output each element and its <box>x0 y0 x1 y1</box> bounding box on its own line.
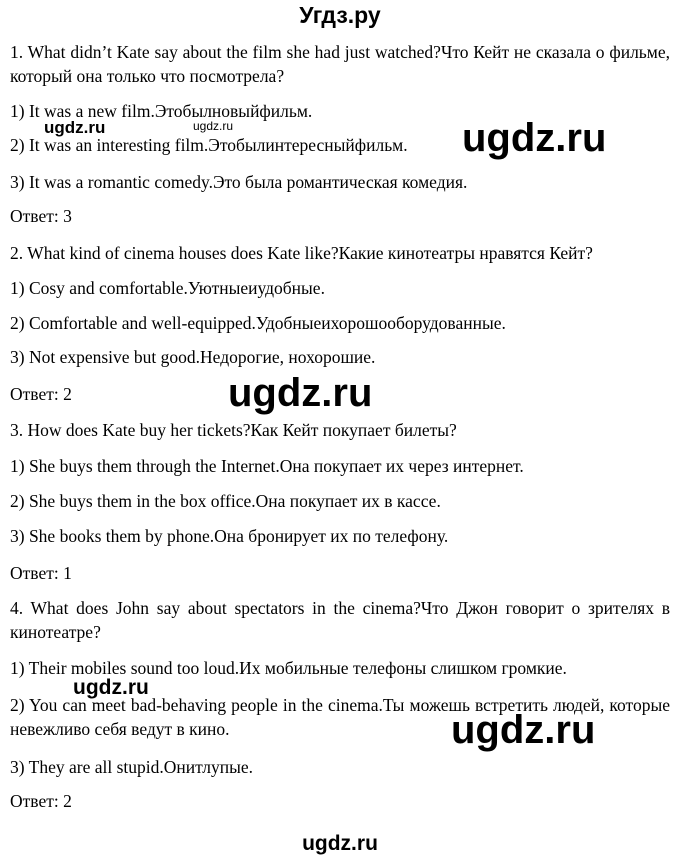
q1-option-3: 3) It was a romantic comedy.Это была романтическая комедия. <box>10 172 468 192</box>
q4-option-2: 2) You can meet bad-behaving people in the cinema.Ты можешь встретить людей, которые невежливо себя ведут в кино. <box>10 695 670 739</box>
q1-answer: Ответ: 3 <box>10 206 72 226</box>
q2-option-2: 2) Comfortable and well-equipped.Удобныеихорошооборудованные. <box>10 313 506 333</box>
page-footer: ugdz.ru <box>302 832 378 855</box>
watermark-small: ugdz.ru <box>73 676 149 699</box>
question-4: 4. What does John say about spectators in the cinema?Что Джон говорит о зрителях в кинотеатре? <box>10 598 670 642</box>
q2-option-3: 3) Not expensive but good.Недорогие, нохорошие. <box>10 347 376 367</box>
q1-option-1: 1) It was a new film.Этобылновыйфильм. <box>10 101 313 121</box>
q4-option-1: 1) Their mobiles sound too loud.Их мобильные телефоны слишком громкие. <box>10 658 567 678</box>
q2-answer: Ответ: 2 <box>10 384 72 404</box>
watermark-tiny: ugdz.ru <box>193 119 234 133</box>
q4-answer: Ответ: 2 <box>10 791 72 811</box>
q3-option-3: 3) She books them by phone.Она бронирует их по телефону. <box>10 526 449 546</box>
watermark-big: ugdz.ru <box>451 708 596 752</box>
q3-option-1: 1) She buys them through the Internet.Она покупает их через интернет. <box>10 456 524 476</box>
page-title: Угдз.ру <box>299 2 381 28</box>
watermark-small: ugdz.ru <box>44 118 106 137</box>
question-2: 2. What kind of cinema houses does Kate like?Какие кинотеатры нравятся Кейт? <box>10 243 593 263</box>
question-1: 1. What didn’t Kate say about the film she had just watched?Что Кейт не сказала о фильме, который она только что посмотрела? <box>10 42 670 86</box>
question-3: 3. How does Kate buy her tickets?Как Кейт покупает билеты? <box>10 420 457 440</box>
q3-answer: Ответ: 1 <box>10 563 72 583</box>
watermark-big: ugdz.ru <box>228 371 373 415</box>
watermark-big: ugdz.ru <box>462 116 607 160</box>
q2-option-1: 1) Cosy and comfortable.Уютныеиудобные. <box>10 278 325 298</box>
q1-option-2: 2) It was an interesting film.Этобылинтересныйфильм. <box>10 135 408 155</box>
q3-option-2: 2) She buys them in the box office.Она покупает их в кассе. <box>10 491 441 511</box>
q4-option-3: 3) They are all stupid.Онитлупые. <box>10 757 254 777</box>
